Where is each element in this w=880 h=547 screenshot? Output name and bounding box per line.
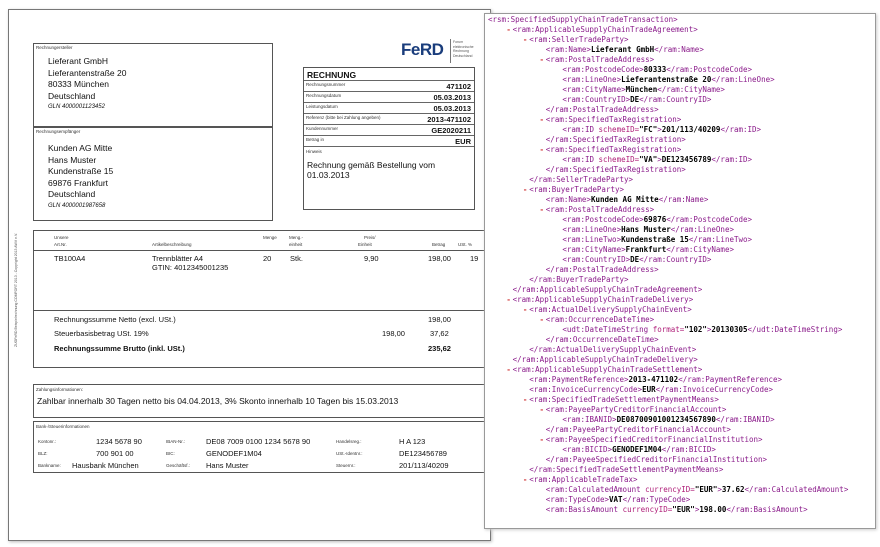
xml-close-tag: </ram:LineOne>: [711, 75, 775, 84]
xml-line: [488, 175, 633, 185]
xml-text-value: 198.00: [699, 505, 727, 514]
xml-line: [488, 505, 808, 515]
xml-open-tag: <ram:CountryID>: [562, 255, 631, 264]
xml-close-tag: </ram:CalculatedAmount>: [744, 485, 849, 494]
xml-close-tag: </ram:Name>: [654, 45, 704, 54]
xml-open-tag-end: >: [694, 505, 700, 514]
xml-line[interactable]: [488, 315, 654, 325]
xml-close-tag: </udt:DateTimeString>: [747, 325, 843, 334]
xml-open-tag: <udt:DateTimeString: [562, 325, 653, 334]
collapse-toggle-icon[interactable]: -: [539, 405, 545, 414]
tax-base-value: 198,00: [382, 329, 405, 338]
bank-name: Hausbank München: [72, 461, 139, 470]
xml-line[interactable]: [488, 185, 624, 195]
line-items-table: [33, 230, 493, 368]
xml-text-value: Frankfurt: [625, 245, 667, 254]
xml-open-tag: <ram:CountryID>: [562, 95, 631, 104]
ferd-logo: [401, 36, 479, 66]
payment-caption: Zahlungsinformationen:: [36, 387, 84, 392]
xml-close-tag: </ram:BasisAmount>: [726, 505, 808, 514]
xml-open-tag: </ram:OccurrenceDateTime>: [545, 335, 659, 344]
xml-line[interactable]: [488, 25, 698, 35]
xml-open-tag: </ram:PostalTradeAddress>: [545, 105, 659, 114]
xml-open-tag: </ram:SellerTradeParty>: [529, 175, 634, 184]
bank-code: 700 901 00: [96, 449, 134, 458]
account-number: 1234 5678 90: [96, 437, 142, 446]
item-amount: 198,00: [428, 254, 451, 263]
xml-open-tag: </ram:ApplicableSupplyChainTradeAgreement>: [512, 285, 703, 294]
xml-open-tag: <ram:PostcodeCode>: [562, 65, 644, 74]
xml-open-tag: <ram:LineOne>: [562, 225, 622, 234]
xml-line: [488, 275, 629, 285]
xml-line: [488, 195, 708, 205]
trade-register: H A 123: [399, 437, 426, 446]
xml-line: [488, 95, 711, 105]
collapse-toggle-icon[interactable]: -: [539, 145, 545, 154]
xml-line: [488, 465, 723, 475]
payment-info-box: [33, 384, 493, 418]
xml-open-tag: <ram:InvoiceCurrencyCode>: [529, 385, 643, 394]
xml-line: [488, 495, 690, 505]
xml-line[interactable]: [488, 205, 654, 215]
invoice-title: RECHNUNG: [307, 70, 357, 80]
tax-number: 201/113/40209: [399, 461, 449, 470]
xml-close-tag: </ram:IBANID>: [715, 415, 775, 424]
xml-close-tag: </ram:PostcodeCode>: [666, 215, 753, 224]
xml-line: [488, 425, 731, 435]
xml-line: [488, 155, 752, 165]
xml-text-value: Kunden AG Mitte: [590, 195, 659, 204]
collapse-toggle-icon[interactable]: -: [506, 295, 511, 304]
buyer-street: Kundenstraße 15: [48, 166, 114, 176]
xml-text-value: DE08700901001234567890: [616, 415, 716, 424]
ferd-logo-divider: [450, 39, 451, 63]
xml-open-tag: <ram:LineTwo>: [562, 235, 622, 244]
xml-line: [488, 355, 698, 365]
xml-close-tag: </ram:Name>: [658, 195, 709, 204]
xml-open-tag-end: >: [657, 125, 662, 134]
xml-line: [488, 455, 767, 465]
net-total-value: 198,00: [428, 315, 451, 324]
xml-line: [488, 485, 848, 495]
xml-attribute-name: schemeID=: [598, 155, 640, 164]
xml-line: [488, 125, 761, 135]
seller-city: 80333 München: [48, 79, 109, 89]
xml-open-tag: <ram:BICID>: [562, 445, 613, 454]
xml-text-value: DE123456789: [661, 155, 712, 164]
collapse-toggle-icon[interactable]: -: [522, 305, 528, 314]
xml-line[interactable]: [488, 55, 654, 65]
xml-line: [488, 375, 782, 385]
collapse-toggle-icon[interactable]: -: [506, 25, 511, 34]
xml-line[interactable]: [488, 435, 763, 445]
buyer-country: Deutschland: [48, 189, 96, 199]
seller-name: Lieferant GmbH: [48, 56, 108, 66]
xml-attribute-value: "EUR": [672, 505, 695, 514]
xml-close-tag: </ram:CityName>: [657, 85, 725, 94]
collapse-toggle-icon[interactable]: -: [522, 475, 528, 484]
xml-open-tag: <ram:ID: [562, 125, 599, 134]
buyer-contact: Hans Muster: [48, 154, 97, 165]
xml-open-tag-end: >: [657, 155, 662, 164]
note-label: Hinweis: [306, 149, 322, 154]
xml-text-value: 37.62: [721, 485, 745, 494]
xml-line: [488, 15, 678, 25]
xml-open-tag: <ram:CalculatedAmount: [545, 485, 646, 494]
xml-line: [488, 225, 734, 235]
xml-open-tag: <ram:ApplicableSupplyChainTradeAgreement>: [512, 25, 698, 34]
xml-line: [488, 135, 686, 145]
xml-close-tag: </ram:LineTwo>: [688, 235, 753, 244]
buyer-caption: Rechnungsempfänger: [36, 129, 81, 134]
xml-attribute-name: currencyID=: [645, 485, 695, 494]
xml-open-tag-end: >: [706, 325, 712, 334]
xml-line: [488, 65, 752, 75]
xml-line[interactable]: [488, 475, 638, 485]
xml-text-value: EUR: [642, 385, 656, 394]
xml-open-tag: <ram:BasisAmount: [545, 505, 623, 514]
seller-gln: GLN 4000001123452: [48, 104, 105, 110]
xml-open-tag: <ram:PayeeSpecifiedCreditorFinancialInstitution>: [545, 435, 763, 444]
table-divider: [34, 310, 492, 311]
xml-tree: [488, 15, 875, 528]
xml-line: [488, 165, 686, 175]
buyer-city: 69876 Frankfurt: [48, 177, 109, 188]
xml-text-value: Hans Muster: [621, 225, 671, 234]
xml-open-tag: <ram:PaymentReference>: [529, 375, 629, 384]
collapse-toggle-icon[interactable]: -: [539, 115, 545, 124]
xml-line: [488, 75, 775, 85]
iban: DE08 7009 0100 1234 5678 90: [206, 437, 311, 446]
xml-text-value: 20130305: [711, 325, 748, 334]
xml-attribute-value: "EUR": [694, 485, 718, 494]
xml-close-tag: </ram:ID>: [720, 125, 762, 134]
xml-open-tag: <ram:PostcodeCode>: [562, 215, 644, 224]
xml-text-value: 201/113/40209: [661, 125, 721, 134]
xml-line: [488, 85, 725, 95]
collapse-toggle-icon[interactable]: -: [539, 55, 545, 64]
xml-attribute-value: "102": [684, 325, 707, 334]
xml-open-tag: </ram:PayeeSpecifiedCreditorFinancialInstitution>: [545, 455, 768, 464]
collapse-toggle-icon[interactable]: -: [539, 205, 545, 214]
xml-text-value: 80333: [643, 65, 667, 74]
xml-open-tag: <ram:Name>: [545, 45, 591, 54]
xml-text-value: GENODEF1M04: [612, 445, 662, 454]
xml-text-value: DE: [630, 255, 640, 264]
meta-row-currency: Betrag in EUR: [304, 136, 474, 147]
xml-attribute-value: "FC": [639, 125, 658, 134]
xml-text-value: Kundenstraße 15: [621, 235, 689, 244]
xml-line[interactable]: [488, 395, 719, 405]
xml-line[interactable]: [488, 115, 681, 125]
buyer-box: [33, 127, 273, 221]
xml-line[interactable]: [488, 405, 726, 415]
invoice-document: [8, 9, 491, 541]
buyer-address: [48, 143, 113, 212]
xml-close-tag: </ram:BICID>: [661, 445, 716, 454]
xml-line[interactable]: [488, 295, 693, 305]
collapse-toggle-icon[interactable]: -: [522, 185, 528, 194]
xml-close-tag: </ram:CityName>: [666, 245, 734, 254]
xml-close-tag: </ram:LineOne>: [670, 225, 734, 234]
xml-open-tag: </ram:BuyerTradeParty>: [529, 275, 629, 284]
meta-row-invoice-number: Rechnungsnummer 471102: [304, 81, 474, 92]
xml-line: [488, 445, 716, 455]
xml-line: [488, 245, 734, 255]
xml-open-tag: </ram:SpecifiedTradeSettlementPaymentMeans>: [529, 465, 724, 474]
xml-close-tag: </ram:CountryID>: [639, 95, 712, 104]
xml-open-tag: <ram:BuyerTradeParty>: [529, 185, 625, 194]
xml-attribute-name: schemeID=: [598, 125, 640, 134]
xml-open-tag: <ram:ApplicableTradeTax>: [529, 475, 638, 484]
item-number: TB100A4: [54, 254, 86, 263]
xml-open-tag: <ram:SpecifiedTradeSettlementPaymentMeans>: [529, 395, 719, 404]
xml-open-tag: <ram:SpecifiedTaxRegistration>: [545, 145, 682, 154]
buyer-name: Kunden AG Mitte: [48, 143, 113, 153]
gross-total-label: Rechnungssumme Brutto (inkl. USt.): [54, 344, 185, 353]
item-description: Trennblätter A4 GTIN: 4012345001235: [152, 254, 229, 272]
xml-close-tag: </ram:PostcodeCode>: [666, 65, 753, 74]
collapse-toggle-icon[interactable]: -: [522, 395, 528, 404]
xml-line: [488, 255, 711, 265]
collapse-toggle-icon[interactable]: -: [539, 315, 545, 324]
xml-line: [488, 325, 842, 335]
xml-open-tag: </ram:ApplicableSupplyChainTradeDelivery>: [512, 355, 698, 364]
xml-text-value: München: [625, 85, 658, 94]
collapse-toggle-icon[interactable]: -: [522, 35, 528, 44]
collapse-toggle-icon[interactable]: -: [539, 435, 545, 444]
xml-close-tag: </ram:InvoiceCurrencyCode>: [655, 385, 774, 394]
xml-close-tag: </ram:ID>: [711, 155, 753, 164]
xml-attribute-value: "VA": [639, 155, 658, 164]
xml-close-tag: </ram:PaymentReference>: [678, 375, 783, 384]
item-quantity: 20: [263, 254, 272, 263]
seller-address: [48, 56, 126, 114]
xml-open-tag: <ram:PostalTradeAddress>: [545, 55, 655, 64]
xml-open-tag: <ram:ApplicableSupplyChainTradeDelivery>: [512, 295, 694, 304]
xml-line: [488, 385, 773, 395]
xml-line: [488, 215, 752, 225]
meta-row-invoice-date: Rechnungsdatum 05.03.2013: [304, 92, 474, 103]
xml-open-tag-end: >: [717, 485, 722, 494]
xml-open-tag: </ram:SpecifiedTaxRegistration>: [545, 135, 686, 144]
bank-info-box: Bank-/Steuerinformationen Kontonr.: 1234 5678 90 IBAN-Nr.: DE08 7009 0100 1234 5678 90 Handelsreg.: H A 123 BLZ: 700 901 00 BIC: GENODEF1M04 USt.-Identnr.: DE123456789 Bankname: Hausbank München Geschäftsf.: Hans Muster Steuernr.: 201/113/40209: [33, 421, 493, 473]
xml-line: [488, 285, 702, 295]
buyer-gln: GLN 4000001987658: [48, 202, 106, 209]
xml-text-value: VAT: [609, 495, 623, 504]
payment-terms: Zahlbar innerhalb 30 Tagen netto bis 04.04.2013, 3% Skonto innerhalb 10 Tagen bis 15.03.2013: [37, 396, 399, 406]
bic: GENODEF1M04: [206, 449, 262, 458]
xml-text-value: 69876: [643, 215, 667, 224]
xml-open-tag: </ram:PostalTradeAddress>: [545, 265, 659, 274]
xml-source-panel: [484, 13, 876, 529]
xml-line: [488, 345, 696, 355]
xml-open-tag: <ram:PostalTradeAddress>: [545, 205, 655, 214]
xml-text-value: DE: [630, 95, 640, 104]
xml-line: [488, 415, 775, 425]
ferd-logo-text: FeRD: [401, 40, 444, 59]
xml-line[interactable]: [488, 305, 692, 315]
xml-open-tag: <ram:PayeePartyCreditorFinancialAccount>: [545, 405, 727, 414]
xml-line[interactable]: [488, 35, 629, 45]
xml-open-tag: </ram:SpecifiedTaxRegistration>: [545, 165, 686, 174]
seller-caption: Rechnungersteller: [36, 45, 73, 50]
xml-line: [488, 45, 704, 55]
net-total-label: Rechnungssumme Netto (excl. USt.): [54, 315, 176, 324]
xml-attribute-name: format=: [652, 325, 685, 334]
xml-open-tag: <ram:Name>: [545, 195, 591, 204]
xml-line[interactable]: [488, 365, 702, 375]
side-copyright-text: ZUGFeRD Beispielrechnung COMFORT 2013 - Copyright 2013 AWV e.V.: [14, 233, 18, 347]
tax-label: Steuerbasisbetrag USt. 19%: [54, 329, 149, 338]
managing-director: Hans Muster: [206, 461, 249, 470]
meta-row-reference: Referenz (bitte bei Zahlung angeben) 2013-471102: [304, 114, 474, 125]
xml-open-tag: </ram:PayeePartyCreditorFinancialAccount>: [545, 425, 731, 434]
table-row: [34, 252, 492, 310]
xml-line: [488, 335, 659, 345]
item-vat: 19: [470, 254, 479, 263]
xml-open-tag: <ram:ActualDeliverySupplyChainEvent>: [529, 305, 692, 314]
xml-open-tag: <ram:OccurrenceDateTime>: [545, 315, 655, 324]
xml-open-tag: </ram:ActualDeliverySupplyChainEvent>: [529, 345, 697, 354]
collapse-toggle-icon[interactable]: -: [506, 365, 511, 374]
xml-text-value: Lieferantenstraße 20: [621, 75, 712, 84]
xml-open-tag: <rsm:SpecifiedSupplyChainTradeTransaction>: [488, 15, 678, 24]
xml-open-tag: <ram:SpecifiedTaxRegistration>: [545, 115, 682, 124]
item-price: 9,90: [364, 254, 379, 263]
bank-caption: Bank-/Steuerinformationen: [36, 424, 90, 429]
xml-open-tag: <ram:IBANID>: [562, 415, 617, 424]
xml-text-value: Lieferant GmbH: [590, 45, 655, 54]
meta-row-delivery-date: Leistungsdatum 05.03.2013: [304, 103, 474, 114]
xml-line: [488, 105, 659, 115]
xml-text-value: 2013-471102: [628, 375, 679, 384]
meta-row-customer-number: Kundennummer GE2020211: [304, 125, 474, 136]
xml-line[interactable]: [488, 145, 681, 155]
xml-open-tag: <ram:TypeCode>: [545, 495, 610, 504]
tax-value: 37,62: [430, 329, 449, 338]
seller-street: Lieferantenstraße 20: [48, 67, 127, 78]
xml-close-tag: </ram:TypeCode>: [622, 495, 691, 504]
table-header: Unsere Art.Nr. Artikelbeschreibung Menge Meng.- einheit Preis/ Einheit Betrag USt. %: [34, 231, 492, 251]
seller-country: Deutschland: [48, 90, 96, 101]
item-unit: Stk.: [290, 254, 303, 263]
xml-line: [488, 235, 752, 245]
xml-attribute-name: currencyID=: [622, 505, 673, 514]
xml-open-tag: <ram:SellerTradeParty>: [529, 35, 629, 44]
note-text: Rechnung gemäß Bestellung vom 01.03.2013: [307, 160, 436, 180]
xml-open-tag: <ram:CityName>: [562, 85, 626, 94]
xml-open-tag: <ram:ApplicableSupplyChainTradeSettlement>: [512, 365, 703, 374]
xml-open-tag: <ram:CityName>: [562, 245, 626, 254]
gross-total-value: 235,62: [428, 344, 451, 353]
xml-close-tag: </ram:CountryID>: [639, 255, 712, 264]
xml-open-tag: <ram:LineOne>: [562, 75, 622, 84]
vat-id: DE123456789: [399, 449, 447, 458]
ferd-logo-subtext: Forum elektronische Rechnung Deutschland: [453, 40, 474, 58]
invoice-meta-box: [303, 67, 475, 210]
xml-open-tag: <ram:ID: [562, 155, 599, 164]
seller-box: [33, 43, 273, 127]
xml-line: [488, 265, 659, 275]
